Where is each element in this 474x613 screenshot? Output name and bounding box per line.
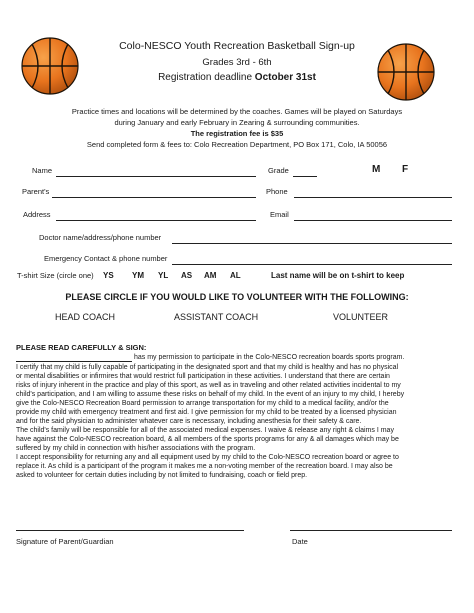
signature-date-label: Date: [292, 537, 308, 546]
name-label: Name: [32, 166, 53, 175]
consent-line: The child's family will be responsible for all of the associated medical expenses. I waive & release any right & claims I may: [16, 427, 394, 434]
consent-line: or mental disabilities or infirmires that would restrict full participation in these activities. I understand that there are certain: [16, 373, 390, 380]
deadline-line: [80, 72, 394, 83]
volunteer-heading: PLEASE CIRCLE IF YOU WOULD LIKE TO VOLUNTEER WITH THE FOLLOWING:: [65, 292, 409, 302]
emergency-label: Emergency Contact & phone number: [44, 254, 168, 263]
tshirt-size-ym[interactable]: YM: [132, 271, 144, 280]
tshirt-label: T-shirt Size (circle one): [17, 271, 94, 280]
grades-line: Grades 3rd - 6th: [202, 57, 272, 68]
grade-field[interactable]: [293, 176, 317, 177]
deadline-date: October 31st: [254, 72, 316, 83]
consent-line: I accept responsibility for returning any and all equipment used by my child to the Colo-NESCO recreation board or agree to: [16, 454, 399, 461]
emergency-field[interactable]: [172, 264, 452, 265]
form-title: Colo-NESCO Youth Recreation Basketball Sign-up: [119, 40, 355, 52]
tshirt-size-as[interactable]: AS: [181, 271, 193, 280]
intro-line-2: during January and early February in Zearing & surrounding communities.: [114, 118, 360, 127]
phone-label: Phone: [266, 187, 288, 196]
name-field[interactable]: [56, 176, 256, 177]
parent-signature-field[interactable]: [16, 530, 244, 531]
sex-f-option[interactable]: F: [402, 164, 409, 175]
email-label: Email: [270, 210, 289, 219]
intro-line-1: Practice times and locations will be determined by the coaches. Games will be played on Saturdays: [71, 107, 403, 116]
consent-line: replace it. As child is a participant of the program it makes me a non-voting member of the recreation board. I may also be: [16, 463, 393, 470]
deadline-label: Registration deadline: [158, 72, 253, 83]
consent-line: child's participation, and I am willing to assume these risks on behalf of my child. In the event of an injury to my child, I hereby: [16, 391, 405, 398]
sex-m-option[interactable]: M: [372, 164, 381, 175]
tshirt-note: Last name will be on t-shirt to keep: [271, 271, 405, 280]
volunteer-general[interactable]: VOLUNTEER: [333, 312, 389, 322]
parents-field[interactable]: [52, 197, 256, 198]
doctor-label: Doctor name/address/phone number: [39, 233, 162, 242]
registration-fee: The registration fee is $35: [190, 129, 284, 138]
parent-signature-label: Signature of Parent/Guardian: [16, 537, 114, 546]
consent-first-line: has my permission to participate in the Colo-NESCO recreation boards sports program.: [134, 354, 405, 361]
consent-body: [16, 363, 460, 480]
consent-line: and for the said physician to administer whatever care is necessary, including anesthesia for their safety & care.: [16, 418, 362, 425]
grade-label: Grade: [268, 166, 289, 175]
parents-label: Parent's: [22, 187, 50, 196]
phone-field[interactable]: [294, 197, 452, 198]
signature-date-field[interactable]: [290, 530, 452, 531]
consent-line: give the Colo-NESCO Recreation Board permission to arrange transportation for my child to a medical facility, and/or the: [16, 400, 389, 407]
basketball-icon-left: [20, 36, 80, 96]
address-field[interactable]: [56, 220, 256, 221]
volunteer-assistant-coach[interactable]: ASSISTANT COACH: [174, 312, 259, 322]
tshirt-size-ys[interactable]: YS: [103, 271, 114, 280]
consent-line: provide my child with emergency treatment and first aid. I give permission for my child to be treated by a licensed physician: [16, 409, 397, 416]
address-label: Address: [23, 210, 51, 219]
consent-line: have against the Colo-NESCO recreation board, & all members of the sports programs for any & all damages which may be: [16, 436, 399, 443]
consent-heading: PLEASE READ CAREFULLY & SIGN:: [16, 343, 147, 352]
consent-line: I certify that my child is fully capable of participating in the designated sport and that my child is healthy and has no physical: [16, 364, 399, 371]
send-to-address: Send completed form & fees to: Colo Recreation Department, PO Box 171, Colo, IA 50056: [86, 140, 388, 149]
consent-line: risks of injury inherent in the practice and play of this sport, as well as in traveling and other related activities incidental to my: [16, 382, 401, 389]
child-name-field[interactable]: [16, 361, 132, 362]
volunteer-head-coach[interactable]: HEAD COACH: [55, 312, 116, 322]
email-field[interactable]: [294, 220, 452, 221]
tshirt-size-yl[interactable]: YL: [158, 271, 169, 280]
tshirt-size-am[interactable]: AM: [204, 271, 217, 280]
consent-line: suffered by my child in connection with his/her associations with the program.: [16, 445, 256, 452]
consent-line: asked to volunteer for certain duties including by not limited to fundraising, coach or field prep.: [16, 472, 308, 479]
tshirt-size-al[interactable]: AL: [230, 271, 241, 280]
doctor-field[interactable]: [172, 243, 452, 244]
